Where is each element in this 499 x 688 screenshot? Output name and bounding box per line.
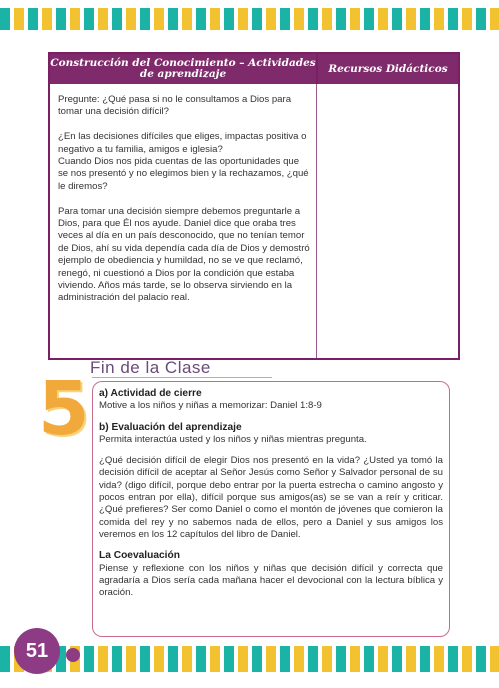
coevaluation-text: Piense y reflexione con los niños y niñas que decisión difícil y correcta que agradaría a Dios sería cada mañana hacer el devocional con la lectura bíblica y oración.: [99, 562, 443, 599]
paragraph-3: Cuando Dios nos pida cuentas de las oportunidades que se nos presentó y no elegimos bien y la rechazamos, ¿qué le diremos?: [58, 156, 309, 192]
closing-content: [99, 388, 443, 599]
paragraph-1: Pregunte: ¿Qué pasa si no le consultamos a Dios para tomar una decisión difícil?: [58, 94, 292, 118]
top-decorative-stripe: [0, 8, 499, 30]
decorative-dot: [66, 648, 80, 662]
section-title: Fin de la Clase: [90, 358, 211, 377]
column-divider: [316, 84, 317, 358]
paragraph-2: ¿En las decisiones difíciles que eliges, impactas positiva o negativo a tu familia, amigos e iglesia?: [58, 131, 307, 155]
header-construccion: Construcción del Conocimiento – Actividades de aprendizaje: [50, 57, 316, 80]
section-number: 5: [38, 366, 90, 452]
evaluation-title: b) Evaluación del aprendizaje: [99, 421, 242, 433]
page-number: 51: [14, 628, 60, 674]
evaluation-text: Permita interactúa usted y los niños y niñas mientras pregunta.: [99, 433, 367, 445]
paragraph-4: Para tomar una decisión siempre debemos preguntarle a Dios, para que Él nos ayude. Daniel dice que oraba tres veces al día en un país desconocido, que no tenían temor de Dios, ahí su vida dependía cada día de Dios y demostró ejemplo de obediencia y humildad, no se ve que reclamó, renegó, ni cuestionó a Dios por la condición que estaba viviendo. Años más tarde, se lo observa sirviendo en la administración del palacio real.: [58, 205, 310, 304]
activity-text: Motive a los niños y niñas a memorizar: Daniel 1:8-9: [99, 400, 322, 412]
section-underline: [92, 377, 272, 378]
closing-box: [92, 381, 450, 637]
table-header: [50, 54, 458, 84]
activities-table: [48, 52, 460, 360]
coevaluation-title: La Coevaluación: [99, 550, 180, 562]
evaluation-questions: ¿Qué decisión difícil de elegir Dios nos presentó en la vida? ¿Usted ya tomó la decisión difícil de aceptar al Señor Jesús como Señor y Salvador personal de su vida? (digo difícil, porque debo entrar por la puerta estrecha o camino angosto y pocos entran por ella), difícil porque sus amigos(as) se se van a reír y criticar. ¿Qué prefieres? Ser como Daniel o como el montón de jóvenes que comieron la comida del rey y no sabemos nada de ellos, pero a Daniel y sus amigos los veremos en los 12 capítulos del libro de Daniel.: [99, 455, 443, 540]
header-recursos: Recursos Didácticos: [328, 62, 448, 75]
activities-cell: [58, 94, 310, 317]
activity-title: a) Actividad de cierre: [99, 388, 202, 399]
